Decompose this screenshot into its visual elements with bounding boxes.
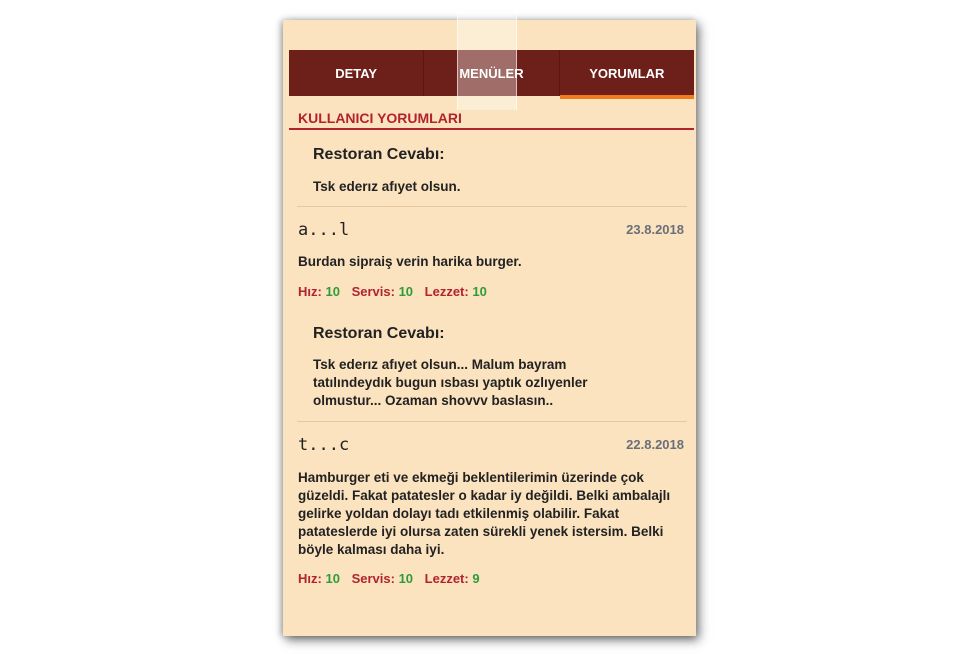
rating-hiz-label: Hız: — [298, 284, 322, 299]
section-title: KULLANICI YORUMLARI — [298, 110, 462, 126]
tab-menuler[interactable]: MENÜLER — [424, 50, 559, 96]
reply-title: Restoran Cevabı: — [313, 146, 445, 163]
tab-yorumlar[interactable]: YORUMLAR — [560, 50, 694, 96]
divider — [297, 421, 687, 422]
rating-lezzet-value: 10 — [472, 284, 487, 299]
review-user: a...l — [298, 220, 350, 240]
review-date: 23.8.2018 — [626, 222, 684, 237]
paper-card — [283, 20, 696, 636]
reply-title: Restoran Cevabı: — [313, 325, 445, 342]
rating-servis-label: Servis: — [351, 571, 395, 586]
reply-text: Tsk ederız afıyet olsun. — [313, 179, 461, 194]
rating-hiz-value: 10 — [325, 284, 340, 299]
rating-lezzet-label: Lezzet: — [424, 284, 469, 299]
section-divider — [289, 128, 694, 130]
review-text: Hamburger eti ve ekmeği beklentilerimin üzerinde çok güzeldi. Fakat patatesler o kadar iy değildi. Belki ambalajlı gelirke yoldan dolayı tadı etkilenmiş olabilir. Fakat patateslerde iyi olursa zaten sürekli yenek istersim. Belki böyle kalması daha iyi. — [298, 470, 671, 557]
rating-servis-value: 10 — [398, 571, 414, 586]
reply-text: Tsk ederız afıyet olsun... Malum bayram tatılındeydık bugun ısbası yaptık ozlıyenler olmustur... Ozaman shovvv baslasın.. — [313, 357, 588, 408]
review-user: t...c — [298, 435, 350, 455]
rating-hiz-label: Hız: — [298, 571, 322, 586]
rating-lezzet-label: Lezzet: — [424, 571, 469, 586]
rating-servis-label: Servis: — [351, 284, 395, 299]
divider — [297, 206, 687, 207]
rating-servis-value: 10 — [398, 284, 414, 299]
review-text: Burdan sipraiş verin harika burger. — [298, 254, 522, 269]
review-date: 22.8.2018 — [626, 437, 684, 452]
rating-lezzet-value: 9 — [472, 571, 480, 586]
rating-hiz-value: 10 — [325, 571, 340, 586]
tape-strip — [457, 0, 517, 110]
review-ratings — [298, 571, 488, 586]
review-ratings — [298, 284, 495, 299]
tab-detay[interactable]: DETAY — [289, 50, 424, 96]
